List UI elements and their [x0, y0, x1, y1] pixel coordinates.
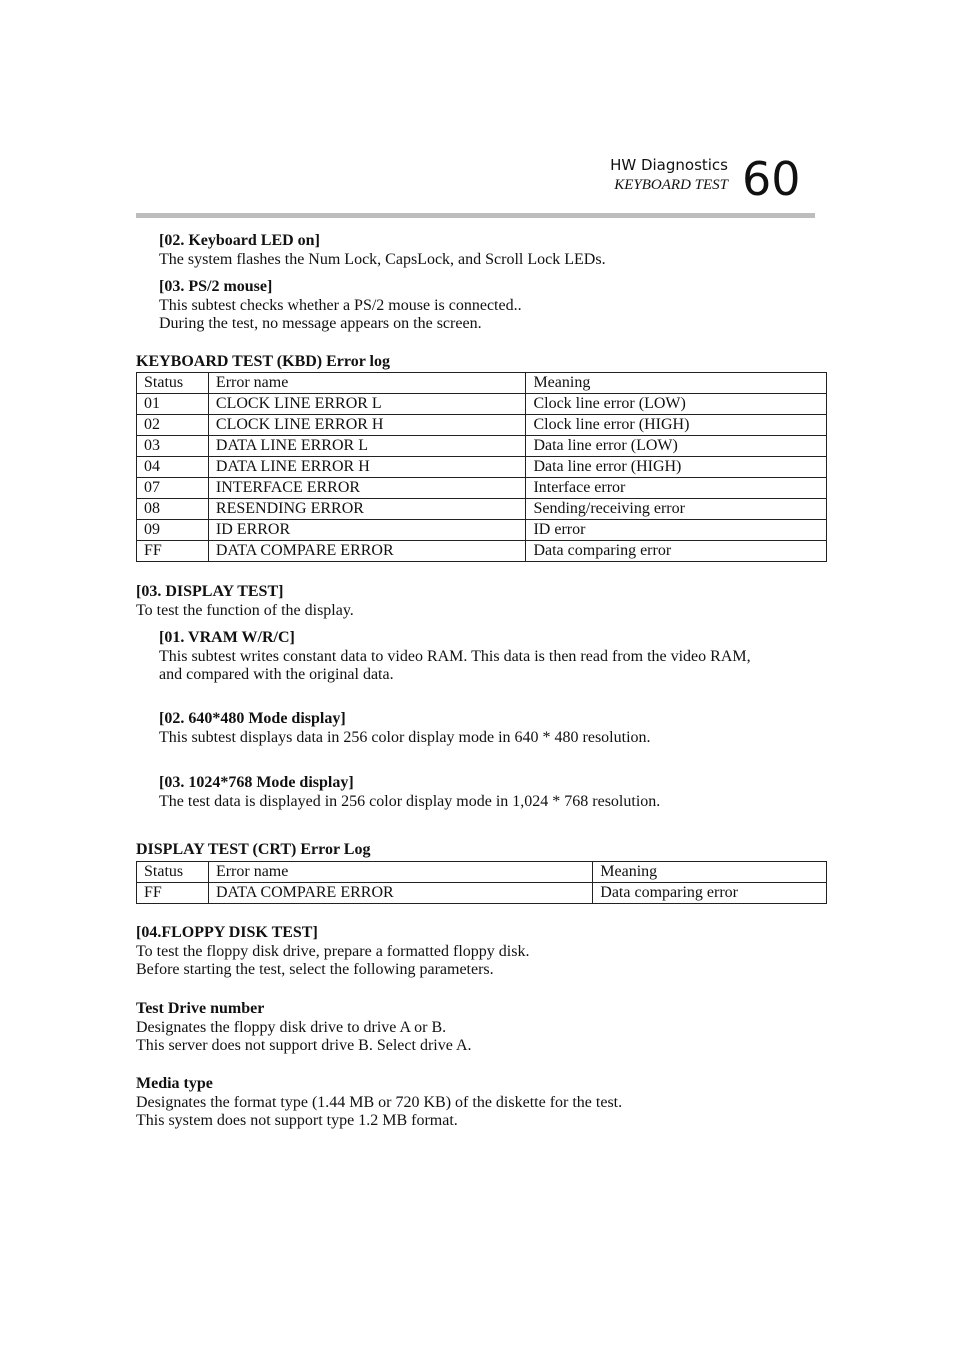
table-row [137, 499, 827, 520]
paragraph-line: This system does not support type 1.2 MB format. [136, 1112, 458, 1129]
table-header-row [137, 862, 827, 883]
meaning-cell: Data line error (LOW) [526, 436, 827, 457]
media-type-section [136, 1075, 622, 1131]
status-cell: 01 [137, 394, 209, 415]
table-row [137, 415, 827, 436]
kbd-error-log-title: KEYBOARD TEST (KBD) Error log [136, 353, 390, 370]
header-cell: Meaning [526, 373, 827, 394]
table-row [137, 478, 827, 499]
section-heading: [04.FLOPPY DISK TEST] [136, 924, 318, 941]
meaning-cell: Clock line error (HIGH) [526, 415, 827, 436]
paragraph-line: Designates the floppy disk drive to drive A or B. [136, 1018, 447, 1036]
section-heading: [02. 640*480 Mode display] [159, 710, 346, 727]
page-header [560, 150, 820, 210]
paragraph-line: This subtest displays data in 256 color display mode in 640 * 480 resolution. [159, 728, 651, 746]
meaning-cell: Interface error [526, 478, 827, 499]
meaning-cell: Sending/receiving error [526, 499, 827, 520]
paragraph-line: During the test, no message appears on the screen. [159, 315, 482, 332]
status-cell: 02 [137, 415, 209, 436]
error-name-cell: CLOCK LINE ERROR L [208, 394, 526, 415]
error-name-cell: INTERFACE ERROR [208, 478, 526, 499]
paragraph-line: Before starting the test, select the following parameters. [136, 961, 494, 978]
section-heading: [03. DISPLAY TEST] [136, 583, 284, 600]
table-row [137, 457, 827, 478]
paragraph-line: This subtest checks whether a PS/2 mouse is connected.. [159, 296, 522, 314]
table-header-row [137, 373, 827, 394]
error-name-cell: CLOCK LINE ERROR H [208, 415, 526, 436]
table-row [137, 436, 827, 457]
keyboard-led-section [159, 232, 606, 269]
section-heading: Media type [136, 1075, 213, 1092]
header-cell: Error name [208, 862, 592, 883]
crt-error-table [136, 861, 827, 904]
section-heading: [01. VRAM W/R/C] [159, 629, 295, 646]
test-drive-section [136, 1000, 472, 1056]
section-heading: Test Drive number [136, 1000, 265, 1017]
display-test-section [136, 583, 354, 620]
meaning-cell: ID error [526, 520, 827, 541]
status-cell: 03 [137, 436, 209, 457]
crt-error-log-title: DISPLAY TEST (CRT) Error Log [136, 841, 371, 858]
section-heading: [02. Keyboard LED on] [159, 232, 320, 249]
status-cell: 08 [137, 499, 209, 520]
meaning-cell: Data line error (HIGH) [526, 457, 827, 478]
status-cell: 09 [137, 520, 209, 541]
paragraph-line: This subtest writes constant data to video RAM. This data is then read from the video RAM, [159, 647, 751, 665]
meaning-cell: Clock line error (LOW) [526, 394, 827, 415]
header-title: HW Diagnostics [610, 156, 728, 174]
header-subtitle: KEYBOARD TEST [614, 177, 728, 193]
error-name-cell: ID ERROR [208, 520, 526, 541]
paragraph-line: This server does not support drive B. Select drive A. [136, 1037, 472, 1054]
section-heading: [03. PS/2 mouse] [159, 278, 273, 295]
paragraph-line: The system flashes the Num Lock, CapsLock, and Scroll Lock LEDs. [159, 250, 606, 268]
table-row [137, 394, 827, 415]
error-name-cell: DATA COMPARE ERROR [208, 883, 592, 904]
paragraph-line: The test data is displayed in 256 color display mode in 1,024 * 768 resolution. [159, 792, 661, 810]
status-cell: 04 [137, 457, 209, 478]
header-divider [136, 213, 815, 218]
header-cell: Status [137, 373, 209, 394]
page-number: 60 [742, 152, 801, 206]
status-cell: 07 [137, 478, 209, 499]
floppy-test-section [136, 924, 529, 980]
paragraph-line: and compared with the original data. [159, 666, 394, 683]
meaning-cell: Data comparing error [526, 541, 827, 562]
error-name-cell: DATA LINE ERROR H [208, 457, 526, 478]
paragraph-line: Designates the format type (1.44 MB or 720 KB) of the diskette for the test. [136, 1093, 623, 1111]
status-cell: FF [137, 883, 209, 904]
paragraph-line: To test the floppy disk drive, prepare a formatted floppy disk. [136, 942, 530, 960]
status-cell: FF [137, 541, 209, 562]
error-name-cell: DATA COMPARE ERROR [208, 541, 526, 562]
mode-640-subtest [159, 710, 651, 747]
vram-subtest [159, 629, 751, 685]
section-heading: [03. 1024*768 Mode display] [159, 774, 354, 791]
paragraph-line: To test the function of the display. [136, 601, 354, 619]
kbd-error-table [136, 372, 827, 562]
header-cell: Status [137, 862, 209, 883]
error-name-cell: DATA LINE ERROR L [208, 436, 526, 457]
table-row [137, 883, 827, 904]
header-cell: Meaning [593, 862, 827, 883]
meaning-cell: Data comparing error [593, 883, 827, 904]
header-cell: Error name [208, 373, 526, 394]
error-name-cell: RESENDING ERROR [208, 499, 526, 520]
ps2-mouse-section [159, 278, 522, 334]
mode-1024-subtest [159, 774, 660, 811]
table-row [137, 520, 827, 541]
table-row [137, 541, 827, 562]
